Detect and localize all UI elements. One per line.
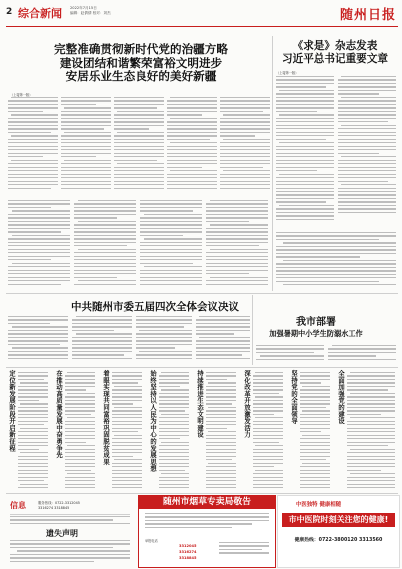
school-headline-sub: 加强暑期中小学生防溺水工作 xyxy=(269,329,363,338)
notice-body xyxy=(10,540,130,566)
hospital-ad-phone: 健康热线：0722-3800120 3313560 xyxy=(294,538,383,543)
lead-body-col xyxy=(74,200,136,290)
plenum-body-col xyxy=(8,316,68,364)
vertical-headline: 在推动高质量发展中奋勇争先 xyxy=(55,370,62,459)
plenum-body-col xyxy=(72,316,132,364)
tobacco-ad xyxy=(138,495,276,568)
article-body xyxy=(65,372,95,490)
tobacco-ad-phone: 3318845 xyxy=(179,556,197,560)
page-header xyxy=(6,5,398,25)
tobacco-ad-phone: 3312045 xyxy=(179,544,197,548)
page-number: 2 xyxy=(6,7,13,17)
info-divider xyxy=(10,514,130,515)
tobacco-ad-phone: 3316274 xyxy=(179,550,197,554)
hospital-ad-headline: 市中医院时刻关注您的健康! xyxy=(282,513,395,527)
feature-headline-line: 《求是》杂志发表 xyxy=(292,40,378,52)
lead-headline-line: 建设团结和谐繁荣富裕文明进步 xyxy=(59,55,223,70)
masthead-logo: 随州日报 xyxy=(339,8,396,23)
header-rule xyxy=(6,26,398,27)
article-body xyxy=(112,372,142,490)
tobacco-ad-text xyxy=(219,542,269,562)
feature-body-col xyxy=(276,76,334,226)
tobacco-ad-text xyxy=(145,513,269,533)
article-body xyxy=(18,372,48,490)
plenum-headline: 中共随州市委五届四次全体会议决议 xyxy=(71,301,239,313)
lead-body-col xyxy=(140,200,202,290)
lead-headline-line: 完整准确贯彻新时代党的治疆方略 xyxy=(54,42,228,56)
hospital-ad xyxy=(277,495,400,568)
column-divider xyxy=(272,36,273,291)
lead-source: （上接第一版） xyxy=(10,93,33,97)
lead-body-col xyxy=(8,97,58,197)
lead-body-col xyxy=(206,200,268,290)
lead-headline xyxy=(22,43,260,84)
vertical-headline: 定位新发展阶段开启新征程 xyxy=(8,370,15,452)
section-divider xyxy=(6,367,398,368)
vertical-headline: 全面加强党的建设 xyxy=(337,370,344,425)
school-headline xyxy=(256,317,376,339)
issue-date: 2022年7月15日 xyxy=(70,6,97,10)
article-body xyxy=(300,372,330,490)
vertical-headline: 持续推进生态文明建设 xyxy=(196,370,203,438)
feature-body-col xyxy=(338,76,396,226)
article-body xyxy=(347,372,395,490)
issue-editors: 编辑：赵倩倩 校对：刘杰 xyxy=(70,11,111,15)
info-hotline: 服务热线：0722-3312045 xyxy=(38,501,80,505)
vertical-headline: 深化改革开放激发活力 xyxy=(243,370,250,438)
info-body xyxy=(10,516,130,526)
section-divider xyxy=(6,493,398,494)
lead-body-col xyxy=(114,97,164,197)
vertical-headline: 坚持党的全面领导 xyxy=(290,370,297,425)
article-body xyxy=(253,372,283,490)
lead-body-col xyxy=(220,97,270,197)
info-hotline-numbers: 3316274 3318845 xyxy=(38,506,70,510)
tobacco-ad-note: 举报电话 xyxy=(145,539,158,543)
issue-meta xyxy=(70,6,111,16)
tobacco-ad-title: 随州市烟草专卖局敬告 xyxy=(139,496,275,509)
vertical-headline: 始终坚持以人民为中心的发展思想 xyxy=(149,370,156,472)
info-tag: 信息 xyxy=(10,501,26,510)
plenum-body-col xyxy=(136,316,192,364)
school-headline-main: 我市部署 xyxy=(296,317,336,328)
section-title: 综合新闻 xyxy=(18,7,62,20)
plenum-body-col xyxy=(196,316,250,364)
lead-body-col xyxy=(8,200,70,290)
section-divider xyxy=(6,293,398,294)
lead-body-col xyxy=(61,97,111,197)
school-body-col xyxy=(328,345,396,365)
article-body xyxy=(206,372,236,490)
article-body xyxy=(159,372,189,490)
lead-body-col xyxy=(167,97,217,197)
vertical-headline: 着眼实现共同富裕巩固脱贫成果 xyxy=(102,370,109,466)
notice-title: 遗失声明 xyxy=(46,529,78,538)
feature-body-col xyxy=(276,232,396,290)
school-body-col xyxy=(256,345,324,365)
feature-source: （上接第一版） xyxy=(276,71,299,75)
feature-headline xyxy=(276,40,394,65)
feature-headline-line: 习近平总书记重要文章 xyxy=(282,52,388,65)
hospital-ad-slogan: 中医独特 健康相随 xyxy=(296,502,342,508)
lead-headline-line: 安居乐业生态良好的美好新疆 xyxy=(65,69,217,83)
